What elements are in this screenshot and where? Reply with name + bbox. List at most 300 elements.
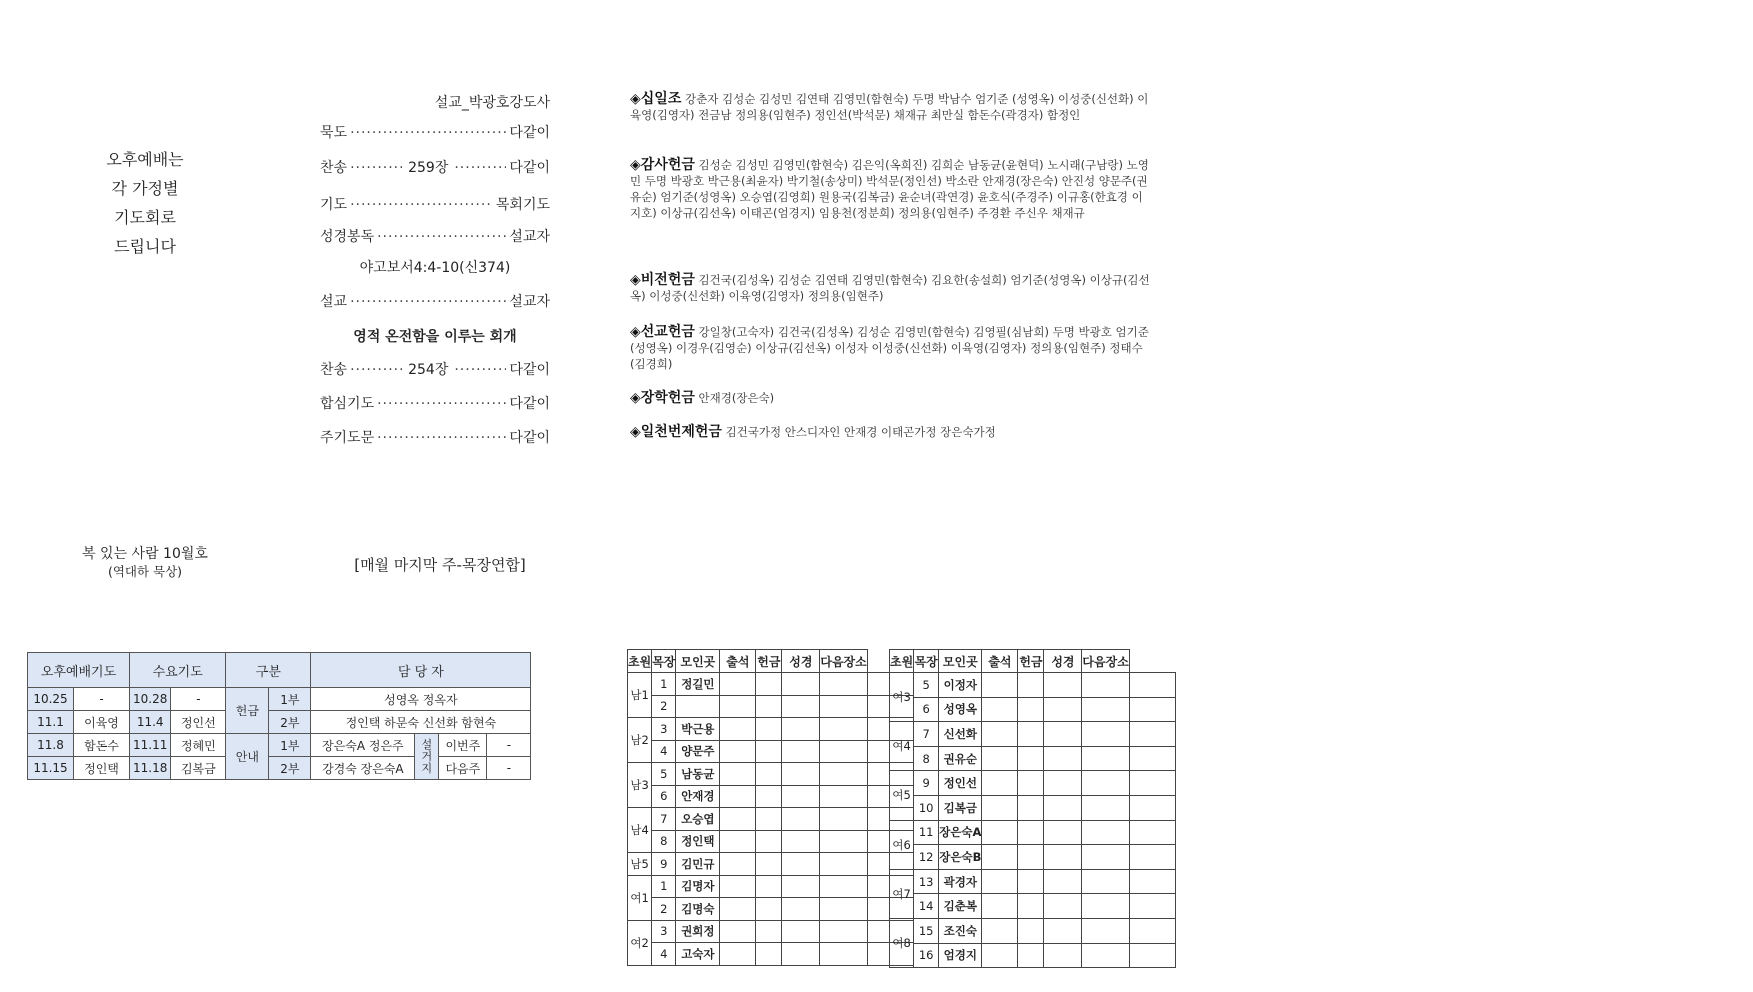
table-row	[628, 740, 914, 763]
header-cell: 담 당 자	[311, 653, 531, 688]
table-row	[628, 875, 914, 898]
table-row	[628, 763, 914, 786]
group-cell: 남5	[628, 853, 652, 876]
entry-cell	[782, 673, 820, 696]
number-cell: 3	[652, 920, 676, 943]
date-cell: 10.25	[28, 688, 74, 711]
order-value: 목회기도	[495, 197, 550, 213]
dish-week-cell: 이번주	[439, 734, 487, 757]
notice-line: 오후예배는	[106, 150, 184, 169]
table-row	[628, 920, 914, 943]
entry-cell	[1018, 820, 1044, 845]
group-cell: 여7	[890, 869, 914, 918]
entry-cell	[756, 673, 782, 696]
order-value: 설교자	[509, 229, 550, 245]
order-label: 묵도	[320, 125, 348, 141]
entry-cell	[782, 920, 820, 943]
offering-heading: ◈장학헌금	[630, 390, 695, 406]
leader-name-cell: 신선화	[939, 722, 982, 747]
table-row	[890, 869, 1176, 894]
number-cell: 15	[914, 918, 939, 943]
offering-heading: ◈선교헌금	[630, 324, 695, 340]
entry-cell	[1129, 673, 1175, 698]
table-row	[628, 785, 914, 808]
entry-cell	[720, 763, 756, 786]
entry-cell	[782, 785, 820, 808]
order-value: 다같이	[509, 160, 550, 176]
entry-cell	[720, 830, 756, 853]
order-item	[320, 122, 550, 142]
entry-cell	[756, 695, 782, 718]
order-label: 합심기도	[320, 396, 375, 412]
group-cell: 여3	[890, 673, 914, 722]
leader-name-cell: 곽경자	[939, 869, 982, 894]
leader-dots	[454, 160, 506, 176]
table-row	[890, 943, 1176, 968]
number-cell: 4	[652, 740, 676, 763]
table-row	[890, 820, 1176, 845]
offering-names: 김성순 김성민 김영민(함현숙) 김은익(옥희진) 김희순 남동균(윤현덕) 노시래(구남랑) 노영민 두명 박광호 박근용(최윤자) 박기철(송상미) 박석문(정인선) 박소란 안재경(장은숙) 안진성 양문주(권유순) 엄기준(성영옥) 오승엽(김영희) 원용국(김복금) 윤순녀(곽연경) 윤호식(주경주) 이규홍(한효경 이지호) 이상규(김선옥) 이태곤(엄경지) 임용천(정분희) 정의용(임현주) 주경환 주신우 채재규	[630, 158, 1149, 220]
offering-vision	[630, 272, 1150, 304]
name-cell: 함돈수	[74, 734, 130, 757]
column-header: 출석	[982, 650, 1018, 673]
group-cell: 남3	[628, 763, 652, 808]
sermon-by: 설교_박광호강도사	[434, 95, 550, 111]
offering-thanks	[630, 157, 1150, 221]
leader-name-cell: 장은숙B	[939, 845, 982, 870]
entry-cell	[720, 740, 756, 763]
people-cell: 장은숙A 정은주	[311, 734, 415, 757]
entry-cell	[720, 943, 756, 966]
part-cell: 2부	[269, 711, 311, 734]
dish-value-cell: -	[487, 734, 531, 757]
leader-name-cell: 이정자	[939, 673, 982, 698]
group-cell: 여5	[890, 771, 914, 820]
order-item	[320, 393, 550, 413]
entry-cell	[1129, 746, 1175, 771]
part-cell: 1부	[269, 688, 311, 711]
group-cell: 여4	[890, 722, 914, 771]
leader-dots	[350, 197, 493, 213]
column-header: 성경	[782, 650, 820, 673]
group-cell: 여6	[890, 820, 914, 869]
entry-cell	[982, 746, 1018, 771]
entry-cell	[1129, 722, 1175, 747]
entry-cell	[982, 869, 1018, 894]
entry-cell	[782, 695, 820, 718]
leader-name-cell: 장은숙A	[939, 820, 982, 845]
number-cell: 2	[652, 695, 676, 718]
leader-dots	[350, 160, 402, 176]
group-cell: 남1	[628, 673, 652, 718]
date-cell: 11.8	[28, 734, 74, 757]
table-row	[890, 722, 1176, 747]
entry-cell	[1044, 869, 1082, 894]
order-label: 찬송	[320, 362, 348, 378]
order-hymn: 259장	[408, 160, 449, 176]
notice-line: 각 가정별	[111, 179, 179, 198]
header-cell: 구분	[226, 653, 311, 688]
date-cell: 11.11	[130, 734, 171, 757]
entry-cell	[1018, 697, 1044, 722]
offering-heading: ◈감사헌금	[630, 157, 695, 173]
entry-cell	[1082, 722, 1129, 747]
leader-dots	[377, 396, 506, 412]
entry-cell	[782, 808, 820, 831]
offering-names: 안재경(장은숙)	[698, 391, 775, 405]
entry-cell	[756, 808, 782, 831]
table-row	[890, 845, 1176, 870]
name-cell: 정혜민	[171, 734, 226, 757]
column-header: 초원	[890, 650, 914, 673]
order-item	[320, 291, 550, 311]
entry-cell	[820, 695, 867, 718]
entry-cell	[820, 830, 867, 853]
entry-cell	[1018, 869, 1044, 894]
prayer-notice	[80, 145, 210, 261]
leader-name-cell: 고숙자	[676, 943, 720, 966]
order-item	[320, 157, 550, 177]
entry-cell	[982, 894, 1018, 919]
offering-scholarship	[630, 390, 1150, 406]
order-hymn: 254장	[408, 362, 449, 378]
entry-cell	[1082, 943, 1129, 968]
entry-cell	[820, 718, 867, 741]
table-row	[890, 795, 1176, 820]
entry-cell	[820, 740, 867, 763]
column-header: 출석	[720, 650, 756, 673]
entry-cell	[820, 785, 867, 808]
table-row	[890, 894, 1176, 919]
table-row	[628, 695, 914, 718]
devotional-subtitle: (역대하 묵상)	[107, 564, 183, 579]
leader-name-cell: 권희정	[676, 920, 720, 943]
offering-names: 강일창(고숙자) 김건국(김성옥) 김성순 김영민(함현숙) 김영필(심남희) 두명 박광호 엄기준(성영옥) 이경우(김영순) 이상규(김선옥) 이성자 이성중(신선화) 이육영(김영자) 정의용(임현주) 정태수(김경희)	[630, 325, 1149, 371]
group-cell: 남4	[628, 808, 652, 853]
entry-cell	[1018, 746, 1044, 771]
entry-cell	[1044, 771, 1082, 796]
leader-name-cell: 권유순	[939, 746, 982, 771]
leader-name-cell	[676, 695, 720, 718]
table-row	[628, 718, 914, 741]
leader-dots	[377, 229, 506, 245]
name-cell: 이육영	[74, 711, 130, 734]
entry-cell	[1018, 673, 1044, 698]
entry-cell	[1082, 673, 1129, 698]
column-header: 목장	[914, 650, 939, 673]
table-row	[628, 853, 914, 876]
leader-name-cell: 정인택	[676, 830, 720, 853]
entry-cell	[1082, 869, 1129, 894]
entry-cell	[1044, 820, 1082, 845]
entry-cell	[982, 795, 1018, 820]
number-cell: 10	[914, 795, 939, 820]
group-cell: 여1	[628, 875, 652, 920]
entry-cell	[1129, 820, 1175, 845]
leader-name-cell: 남동균	[676, 763, 720, 786]
entry-cell	[782, 718, 820, 741]
order-item	[320, 226, 550, 246]
order-item	[320, 359, 550, 379]
table-row	[890, 697, 1176, 722]
order-value: 다같이	[509, 396, 550, 412]
number-cell: 8	[914, 746, 939, 771]
entry-cell	[782, 830, 820, 853]
offering-names: 김건국가정 안스디자인 안재경 이태곤가정 장은숙가정	[725, 425, 996, 439]
entry-cell	[1082, 820, 1129, 845]
order-label: 설교	[320, 294, 348, 310]
date-cell: 11.18	[130, 757, 171, 780]
entry-cell	[720, 853, 756, 876]
entry-cell	[782, 875, 820, 898]
offering-tithe	[630, 91, 1150, 123]
leader-name-cell: 조진숙	[939, 918, 982, 943]
column-header: 다음장소	[1082, 650, 1129, 673]
group-cell: 여2	[628, 920, 652, 965]
entry-cell	[982, 918, 1018, 943]
entry-cell	[1129, 894, 1175, 919]
header-cell: 오후예배기도	[28, 653, 130, 688]
offering-names: 강춘자 김성순 김성민 김연태 김영민(함현숙) 두명 박남수 엄기준 (성영옥) 이성중(신선화) 이육영(김영자) 전금남 정의용(임현주) 정인선(박석문) 채재규 최만실 함돈수(곽경자) 함정인	[630, 92, 1149, 122]
offering-mission	[630, 324, 1150, 372]
order-value: 다같이	[509, 430, 550, 446]
number-cell: 9	[652, 853, 676, 876]
entry-cell	[982, 722, 1018, 747]
entry-cell	[982, 771, 1018, 796]
column-header: 다음장소	[820, 650, 867, 673]
leader-name-cell: 김민규	[676, 853, 720, 876]
category-cell: 헌금	[226, 688, 269, 734]
entry-cell	[756, 898, 782, 921]
entry-cell	[720, 695, 756, 718]
entry-cell	[820, 943, 867, 966]
entry-cell	[1018, 722, 1044, 747]
table-row	[890, 771, 1176, 796]
number-cell: 7	[914, 722, 939, 747]
entry-cell	[1044, 894, 1082, 919]
devotional-caption	[60, 545, 230, 581]
leader-name-cell: 성영옥	[939, 697, 982, 722]
entry-cell	[1018, 845, 1044, 870]
number-cell: 1	[652, 875, 676, 898]
name-cell: -	[171, 688, 226, 711]
entry-cell	[1082, 918, 1129, 943]
entry-cell	[720, 898, 756, 921]
monthly-caption: [매월 마지막 주-목장연합]	[354, 556, 526, 574]
number-cell: 5	[652, 763, 676, 786]
date-cell: 11.1	[28, 711, 74, 734]
number-cell: 2	[652, 898, 676, 921]
table-row	[628, 898, 914, 921]
entry-cell	[1044, 673, 1082, 698]
order-value: 다같이	[509, 125, 550, 141]
order-item	[320, 194, 550, 214]
order-label: 찬송	[320, 160, 348, 176]
table-row	[628, 808, 914, 831]
entry-cell	[1044, 845, 1082, 870]
people-cell: 강경숙 장은숙A	[311, 757, 415, 780]
column-header: 목장	[652, 650, 676, 673]
order-label: 주기도문	[320, 430, 375, 446]
entry-cell	[782, 898, 820, 921]
number-cell: 4	[652, 943, 676, 966]
entry-cell	[1129, 943, 1175, 968]
entry-cell	[982, 673, 1018, 698]
table-row	[628, 673, 914, 696]
duty-table	[27, 652, 531, 780]
entry-cell	[1044, 722, 1082, 747]
leader-name-cell: 김춘복	[939, 894, 982, 919]
leader-dots	[350, 362, 402, 378]
entry-cell	[720, 875, 756, 898]
people-cell: 정인택 하문숙 신선화 함현숙	[311, 711, 531, 734]
entry-cell	[1082, 894, 1129, 919]
entry-cell	[756, 718, 782, 741]
column-header: 헌금	[756, 650, 782, 673]
leader-dots	[377, 430, 506, 446]
name-cell: -	[74, 688, 130, 711]
entry-cell	[1082, 845, 1129, 870]
entry-cell	[1044, 795, 1082, 820]
entry-cell	[720, 785, 756, 808]
leader-name-cell: 양문주	[676, 740, 720, 763]
entry-cell	[756, 740, 782, 763]
column-header: 모인곳	[676, 650, 720, 673]
leader-name-cell: 김복금	[939, 795, 982, 820]
entry-cell	[1129, 918, 1175, 943]
entry-cell	[982, 943, 1018, 968]
number-cell: 9	[914, 771, 939, 796]
entry-cell	[782, 853, 820, 876]
entry-cell	[1129, 697, 1175, 722]
entry-cell	[1018, 795, 1044, 820]
leader-dots	[454, 362, 506, 378]
offering-heading: ◈일천번제헌금	[630, 424, 722, 440]
name-cell: 김복금	[171, 757, 226, 780]
order-label: 기도	[320, 197, 348, 213]
entry-cell	[756, 763, 782, 786]
entry-cell	[982, 820, 1018, 845]
table-row	[890, 673, 1176, 698]
leader-dots	[350, 125, 506, 141]
table-row	[890, 918, 1176, 943]
entry-cell	[720, 718, 756, 741]
entry-cell	[756, 830, 782, 853]
entry-cell	[756, 920, 782, 943]
column-header: 초원	[628, 650, 652, 673]
entry-cell	[820, 853, 867, 876]
leader-name-cell: 오승엽	[676, 808, 720, 831]
entry-cell	[982, 845, 1018, 870]
group-cell: 남2	[628, 718, 652, 763]
entry-cell	[1129, 795, 1175, 820]
table-row	[628, 830, 914, 853]
dish-value-cell: -	[487, 757, 531, 780]
entry-cell	[720, 808, 756, 831]
column-header: 모인곳	[939, 650, 982, 673]
number-cell: 5	[914, 673, 939, 698]
date-cell: 11.4	[130, 711, 171, 734]
entry-cell	[756, 875, 782, 898]
order-value: 다같이	[509, 362, 550, 378]
entry-cell	[820, 898, 867, 921]
entry-cell	[1129, 771, 1175, 796]
number-cell: 6	[652, 785, 676, 808]
header-cell: 수요기도	[130, 653, 226, 688]
entry-cell	[820, 920, 867, 943]
attendance-table-left	[627, 649, 914, 966]
offering-names: 김건국(김성옥) 김성순 김연태 김영민(함현숙) 김요한(송설희) 엄기준(성영옥) 이상규(김선옥) 이성중(신선화) 이육영(김영자) 정의용(임현주)	[630, 273, 1150, 303]
number-cell: 3	[652, 718, 676, 741]
people-cell: 성영옥 정옥자	[311, 688, 531, 711]
entry-cell	[1082, 746, 1129, 771]
leader-dots	[350, 294, 506, 310]
entry-cell	[820, 763, 867, 786]
table-row	[890, 746, 1176, 771]
entry-cell	[782, 740, 820, 763]
number-cell: 12	[914, 845, 939, 870]
number-cell: 7	[652, 808, 676, 831]
entry-cell	[1044, 746, 1082, 771]
number-cell: 8	[652, 830, 676, 853]
sermon-title: 영적 온전함을 이루는 회개	[353, 329, 517, 345]
order-item	[320, 427, 550, 447]
entry-cell	[982, 697, 1018, 722]
devotional-title: 복 있는 사람 10월호	[82, 546, 208, 562]
leader-name-cell: 엄경지	[939, 943, 982, 968]
number-cell: 11	[914, 820, 939, 845]
leader-name-cell: 박근용	[676, 718, 720, 741]
scripture-reference: 야고보서4:4-10(신374)	[359, 260, 511, 276]
order-value: 설교자	[509, 294, 550, 310]
part-cell: 2부	[269, 757, 311, 780]
entry-cell	[1018, 894, 1044, 919]
offering-thousand-burnt	[630, 424, 1150, 440]
category-cell: 안내	[226, 734, 269, 780]
entry-cell	[1044, 943, 1082, 968]
notice-line: 드립니다	[114, 237, 176, 256]
name-cell: 정인택	[74, 757, 130, 780]
entry-cell	[756, 943, 782, 966]
number-cell: 14	[914, 894, 939, 919]
offering-heading: ◈비전헌금	[630, 272, 695, 288]
leader-name-cell: 안재경	[676, 785, 720, 808]
entry-cell	[1082, 795, 1129, 820]
entry-cell	[1018, 943, 1044, 968]
entry-cell	[782, 763, 820, 786]
column-header: 성경	[1044, 650, 1082, 673]
entry-cell	[756, 785, 782, 808]
number-cell: 16	[914, 943, 939, 968]
entry-cell	[1018, 918, 1044, 943]
entry-cell	[1129, 845, 1175, 870]
entry-cell	[720, 673, 756, 696]
entry-cell	[756, 853, 782, 876]
notice-line: 기도회로	[114, 208, 176, 227]
leader-name-cell: 정인선	[939, 771, 982, 796]
entry-cell	[820, 673, 867, 696]
number-cell: 13	[914, 869, 939, 894]
offering-heading: ◈십일조	[630, 91, 682, 107]
entry-cell	[1082, 697, 1129, 722]
entry-cell	[720, 920, 756, 943]
entry-cell	[1082, 771, 1129, 796]
entry-cell	[820, 875, 867, 898]
entry-cell	[1044, 697, 1082, 722]
attendance-table-right	[889, 649, 1176, 968]
date-cell: 10.28	[130, 688, 171, 711]
dish-cell: 설거지	[415, 734, 439, 780]
